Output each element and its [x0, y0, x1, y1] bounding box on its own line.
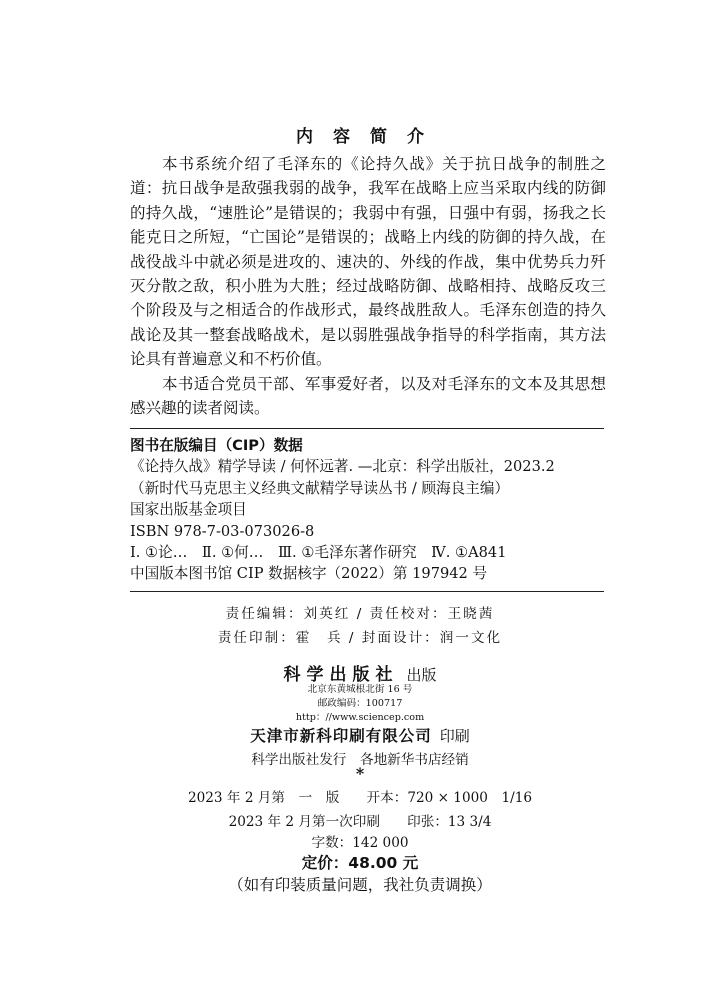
credits-production: 责任印制：霍 兵 / 封面设计：润一文化 [217, 630, 503, 646]
quality-note: （如有印装质量问题，我社负责调换） [228, 876, 492, 894]
publisher-address: 北京东黄城根北街 16 号 [307, 684, 413, 695]
edition-line-2: 2023 年 2 月第一次印刷 印张：13 3/4 [228, 814, 492, 830]
printer-line [0, 724, 720, 746]
credits-editors: 责任编辑：刘英红 / 责任校对：王晓茜 [225, 606, 495, 622]
publisher-name: 科学出版社 [283, 665, 399, 685]
cip-block [130, 428, 604, 592]
cip-line: ISBN 978-7-03-073026-8 [130, 522, 315, 540]
cip-bottom-rule [130, 591, 604, 592]
cip-line: 国家出版基金项目 [130, 501, 247, 519]
price-line [0, 851, 720, 873]
price-value: 48.00 元 [348, 854, 419, 872]
word-count: 字数：142 000 [311, 835, 409, 851]
intro-paragraph-1: 本书系统介绍了毛泽东的《论持久战》关于抗日战争的制胜之道：抗日战争是敌强我弱的战争，我军在战略上应当采取内线的防御的持久战，“速胜论”是错误的；我弱中有强，日强中有弱，扬我之长能克日之所短，“亡国论”是错误的；战略上内线的防御的持久战，在战役战斗中就必须是进攻的、速决的、外线的作战，集中优势兵力歼灭分散之敌，积小胜为大胜；经过战略防御、战略相持、战略反攻三个阶段及与之相适合的作战形式，最终战胜敌人。毛泽东创造的持久战论及其一整套战略战术，是以弱胜强战争指导的科学指南，其方法论具有普遍意义和不朽价值。 [130, 155, 606, 369]
distribution-line: 科学出版社发行 各地新华书店经销 [251, 752, 469, 768]
cip-heading: 图书在版编目（CIP）数据 [130, 437, 303, 454]
publisher-suffix: 出版 [406, 666, 437, 684]
publisher-website: http：//www.sciencep.com [295, 712, 425, 723]
cip-line: Ⅰ. ①论… Ⅱ. ①何… Ⅲ. ①毛泽东著作研究 Ⅳ. ①A841 [130, 544, 507, 562]
cip-line: （新时代马克思主义经典文献精学导读丛书 / 顾海良主编） [130, 479, 510, 497]
publisher-postcode: 邮政编码：100717 [317, 698, 403, 709]
printer-suffix: 印刷 [439, 727, 470, 745]
intro-paragraph-2: 本书适合党员干部、军事爱好者，以及对毛泽东的文本及其思想感兴趣的读者阅读。 [130, 374, 606, 418]
publisher-line [0, 660, 720, 685]
edition-line-1: 2023 年 2 月第 一 版 开本：720 × 1000 1/16 [187, 790, 533, 806]
separator-star: * [355, 764, 365, 783]
cip-line: 《论持久战》精学导读 / 何怀远著. —北京：科学出版社，2023.2 [130, 458, 555, 476]
cip-line: 中国版本图书馆 CIP 数据核字（2022）第 197942 号 [130, 565, 488, 583]
price-label: 定价： [301, 854, 349, 872]
intro-section [130, 152, 606, 420]
printer-name: 天津市新科印刷有限公司 [250, 726, 432, 745]
page-title: 内容简介 [296, 127, 444, 147]
